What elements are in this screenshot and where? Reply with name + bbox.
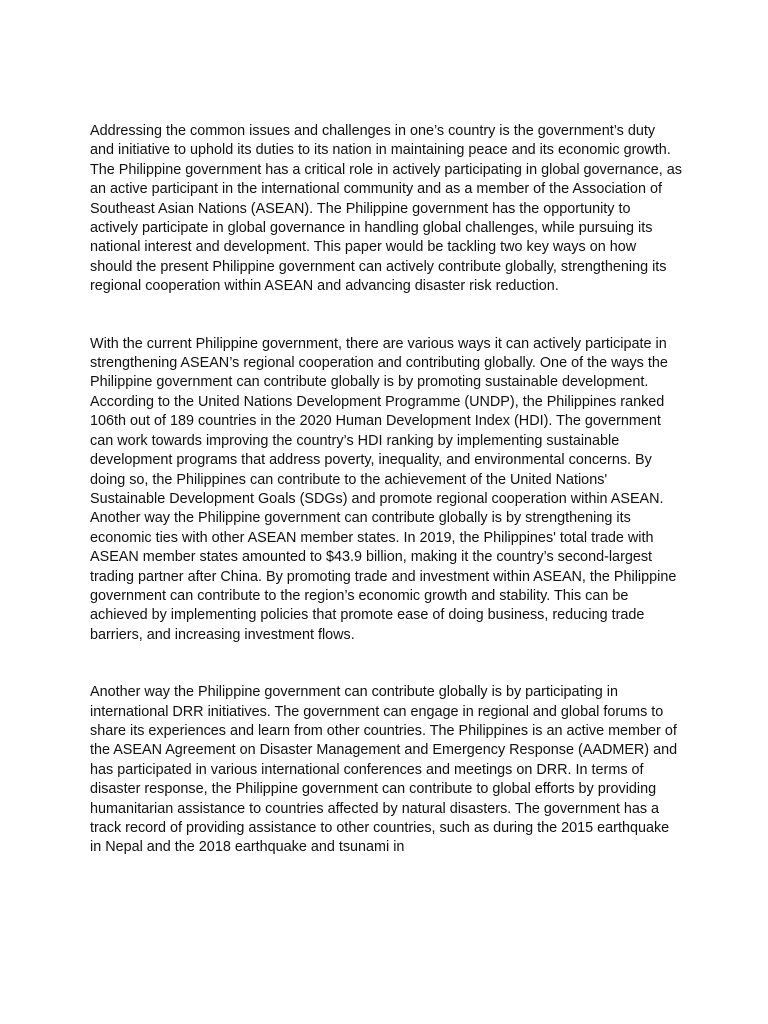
document-body xyxy=(90,122,682,858)
paragraph-intro: Addressing the common issues and challenges in one’s country is the government’s duty and initiative to uphold its duties to its nation in maintaining peace and its economic growth. The Philippine government has a critical role in actively participating in global governance, as an active participant in the international community and as a member of the Association of Southeast Asian Nations (ASEAN). The Philippine government has the opportunity to actively participate in global governance in handling global challenges, while pursuing its national interest and development. This paper would be tackling two key ways on how should the present Philippine government can actively contribute globally, strengthening its regional cooperation within ASEAN and advancing disaster risk reduction. xyxy=(90,123,682,295)
paragraph-disaster-risk-reduction: Another way the Philippine government can contribute globally is by participating in international DRR initiatives. The government can engage in regional and global forums to share its experiences and learn from other countries. The Philippines is an active member of the ASEAN Agreement on Disaster Management and Emergency Response (AADMER) and has participated in various international conferences and meetings on DRR. In terms of disaster response, the Philippine government can contribute to global efforts by providing humanitarian assistance to countries affected by natural disasters. The government has a track record of providing assistance to other countries, such as during the 2015 earthquake in Nepal and the 2018 earthquake and tsunami in xyxy=(90,684,678,856)
paragraph-asean-cooperation: With the current Philippine government, there are various ways it can actively participate in strengthening ASEAN’s regional cooperation and contributing globally. One of the ways the Philippine government can contribute globally is by promoting sustainable development. According to the United Nations Development Programme (UNDP), the Philippines ranked 106th out of 189 countries in the 2020 Human Development Index (HDI). The government can work towards improving the country’s HDI ranking by implementing sustainable development programs that address poverty, inequality, and environmental concerns. By doing so, the Philippines can contribute to the achievement of the United Nations' Sustainable Development Goals (SDGs) and promote regional cooperation within ASEAN. Another way the Philippine government can contribute globally is by strengthening its economic ties with other ASEAN member states. In 2019, the Philippines' total trade with ASEAN member states amounted to $43.9 billion, making it the country’s second-largest trading partner after China. By promoting trade and investment within ASEAN, the Philippine government can contribute to the region’s economic growth and stability. This can be achieved by implementing policies that promote ease of doing business, reducing trade barriers, and increasing investment flows. xyxy=(90,335,677,643)
